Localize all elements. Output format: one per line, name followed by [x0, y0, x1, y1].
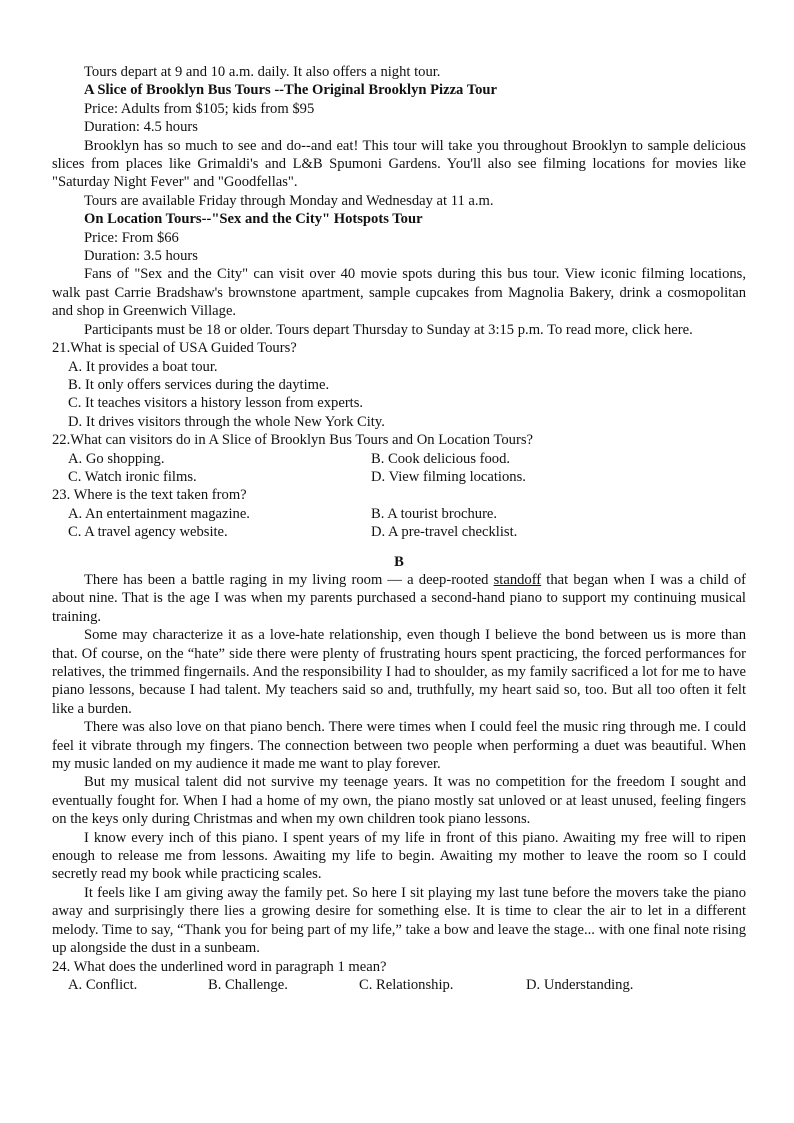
- q24-options-row: [52, 976, 746, 994]
- exam-page: [52, 63, 746, 994]
- q24-option-a: A. Conflict.: [68, 976, 138, 993]
- q24-option-c: C. Relationship.: [359, 976, 454, 993]
- q22-option-d: D. View filming locations.: [371, 468, 526, 485]
- brooklyn-tour-duration: Duration: 4.5 hours: [84, 119, 198, 136]
- location-tour-duration: Duration: 3.5 hours: [84, 248, 198, 265]
- q21-option-a: A. It provides a boat tour.: [68, 358, 218, 375]
- q21-option-b: B. It only offers services during the daytime.: [68, 376, 330, 393]
- q22-options-row-1: [52, 450, 746, 468]
- intro-line: Tours depart at 9 and 10 a.m. daily. It also offers a night tour.: [84, 64, 441, 80]
- question-21: 21.What is special of USA Guided Tours?: [52, 340, 297, 357]
- passage-b-paragraph-4: But my musical talent did not survive my teenage years. It was no competition for the freedom I sought and eventually fought for. When I had a home of my own, the piano mostly sat unloved or at least unused, feeling fingers on the keys only during Christmas and when my own children took piano lessons.: [52, 774, 746, 828]
- q22-option-b: B. Cook delicious food.: [371, 450, 511, 467]
- q24-option-b: B. Challenge.: [208, 976, 288, 993]
- q23-options-row-1: [52, 505, 746, 523]
- brooklyn-tour-description: Brooklyn has so much to see and do--and eat! This tour will take you throughout Brooklyn to sample delicious slices from places like Grimaldi's and L&B Spumoni Gardens. You'll also see filming locations for movies like "Saturday Night Fever" and "Goodfellas".: [52, 137, 746, 191]
- q23-options-row-2: [52, 523, 746, 541]
- q22-option-a: A. Go shopping.: [68, 450, 165, 467]
- location-tour-title: On Location Tours--"Sex and the City" Hotspots Tour: [84, 211, 423, 228]
- q21-option-c: C. It teaches visitors a history lesson from experts.: [68, 395, 364, 412]
- q23-option-d: D. A pre-travel checklist.: [371, 524, 518, 541]
- location-tour-price: Price: From $66: [84, 229, 179, 246]
- question-23: 23. Where is the text taken from?: [52, 487, 247, 504]
- passage-b-paragraph-1: [52, 571, 746, 626]
- q21-option-d: D. It drives visitors through the whole New York City.: [68, 413, 385, 430]
- p1-text-before: There has been a battle raging in my living room — a deep-rooted: [84, 571, 494, 588]
- section-b-heading: B: [394, 553, 404, 570]
- location-tour-schedule: Participants must be 18 or older. Tours depart Thursday to Sunday at 3:15 p.m. To read more, click here.: [84, 321, 693, 338]
- passage-b-paragraph-2: Some may characterize it as a love-hate relationship, even though I believe the bond between us is more than that. Of course, on the “hate” side there were plenty of frustrating hours spent practicing, the forced performances for relatives, the trimmed fingernails. And the responsibility I had to shoulder, as my family sacrificed a lot for me to have piano lessons, because I had talent. My teachers said so and, truthfully, my heart said so, too. But all too often it felt like a burden.: [52, 627, 746, 717]
- brooklyn-tour-title: A Slice of Brooklyn Bus Tours --The Original Brooklyn Pizza Tour: [84, 82, 498, 99]
- passage-b-paragraph-6: It feels like I am giving away the family pet. So here I sit playing my last tune before the movers take the piano away and surprisingly there lies a growing desire for something else. It is time to clear the air to let in a different melody. Time to say, “Thank you for being part of my life,” take a bow and leave the stage... with one final note rising up alongside the dust in a sunbeam.: [52, 884, 746, 957]
- passage-b-paragraph-5: I know every inch of this piano. I spent years of my life in front of this piano. Awaiting my free will to ripen enough to release me from lessons. Awaiting my life to begin. Awaiting my mother to leave the room so I could secretly read my book while practicing scales.: [52, 829, 746, 883]
- q22-options-row-2: [52, 468, 746, 486]
- q24-option-d: D. Understanding.: [526, 976, 634, 993]
- passage-b-paragraph-3: There was also love on that piano bench. There were times when I could feel the music ring through me. I could feel it vibrate through my fingers. The connection between two people when performing a duet was beautiful. When my music landed on my audience it made me want to play forever.: [52, 719, 746, 773]
- p1-text-after: that began when I was a child of about nine. That is the age I was when my parents purchased a second-hand piano to support my continuing musical training.: [52, 571, 746, 625]
- underlined-word: standoff: [493, 571, 542, 588]
- brooklyn-tour-schedule: Tours are available Friday through Monday and Wednesday at 11 a.m.: [84, 192, 494, 209]
- q23-option-a: A. An entertainment magazine.: [68, 505, 250, 522]
- q23-option-b: B. A tourist brochure.: [371, 505, 498, 522]
- q22-option-c: C. Watch ironic films.: [68, 468, 197, 485]
- location-tour-description: Fans of "Sex and the City" can visit over 40 movie spots during this bus tour. View iconic filming locations, walk past Carrie Bradshaw's brownstone apartment, sample cupcakes from Magnolia Bakery, drink a cosmopolitan and shop in Greenwich Village.: [52, 266, 746, 320]
- question-24: 24. What does the underlined word in paragraph 1 mean?: [52, 958, 387, 975]
- q23-option-c: C. A travel agency website.: [68, 524, 228, 541]
- question-22: 22.What can visitors do in A Slice of Brooklyn Bus Tours and On Location Tours?: [52, 432, 533, 449]
- brooklyn-tour-price: Price: Adults from $105; kids from $95: [84, 100, 315, 117]
